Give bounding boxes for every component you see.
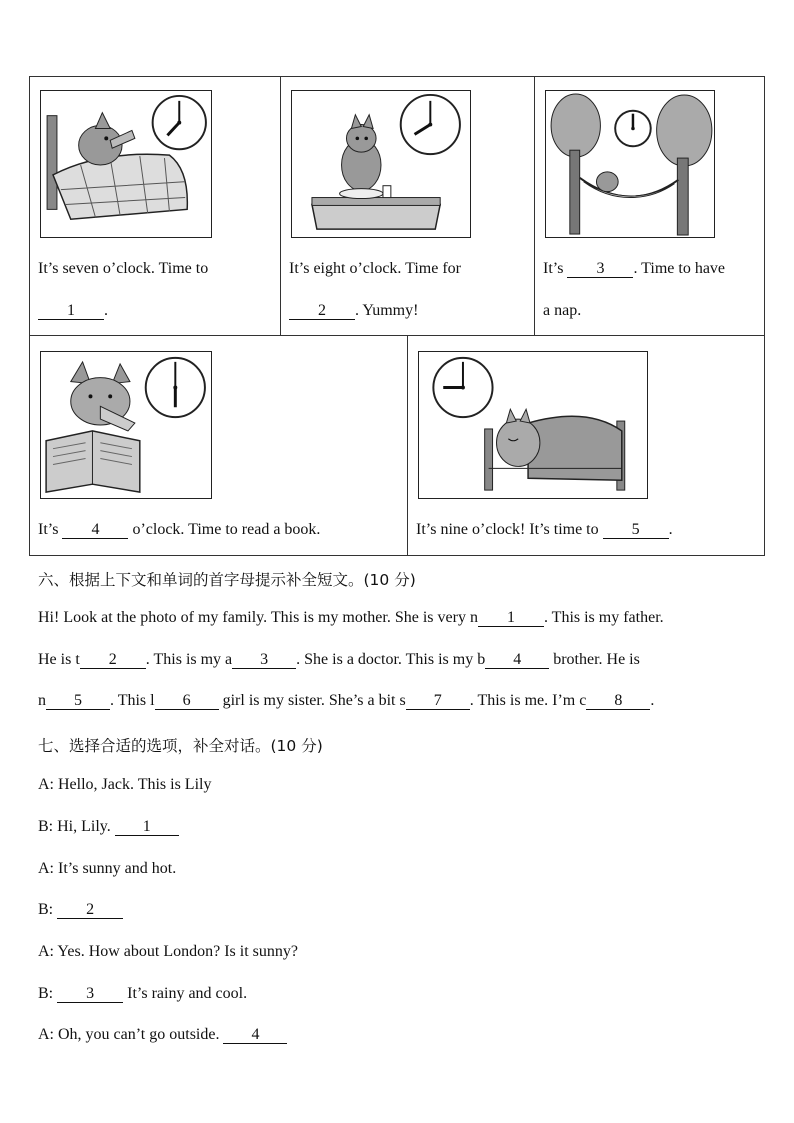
blank-s7-4: 4 bbox=[223, 1027, 287, 1044]
section-6-heading: 六、根据上下文和单词的首字母提示补全短文。(10 分) bbox=[38, 571, 416, 589]
dialogue-line-6: B: 3 It’s rainy and cool. bbox=[38, 985, 248, 1002]
fox-hammock-nap-picture bbox=[545, 90, 715, 238]
cell-4 bbox=[30, 336, 407, 555]
caption-line-1: It’s seven o’clock. Time to bbox=[38, 260, 209, 277]
picture-table-bottom-row bbox=[29, 335, 765, 556]
dialogue-line-1: A: Hello, Jack. This is Lily bbox=[38, 776, 212, 793]
picture-table-top-row bbox=[29, 76, 765, 336]
blank-3: 3 bbox=[567, 261, 633, 278]
caption-line-2: 2 . Yummy! bbox=[289, 302, 418, 320]
fox-breakfast-picture bbox=[291, 90, 471, 238]
blank-1: 1 bbox=[38, 303, 104, 320]
blank-s6-8: 8 bbox=[586, 693, 650, 710]
blank-s7-3: 3 bbox=[57, 986, 123, 1003]
fox-sleeping-picture bbox=[418, 351, 648, 499]
cell-1 bbox=[30, 77, 280, 335]
blank-s6-1: 1 bbox=[478, 610, 544, 627]
blank-s6-2: 2 bbox=[80, 652, 146, 669]
blank-s6-7: 7 bbox=[406, 693, 470, 710]
dialogue-line-4: B: 2 bbox=[38, 901, 123, 919]
blank-s7-1: 1 bbox=[115, 819, 179, 836]
dialogue-line-3: A: It’s sunny and hot. bbox=[38, 860, 177, 877]
blank-s6-6: 6 bbox=[155, 693, 219, 710]
blank-4: 4 bbox=[62, 522, 128, 539]
dialogue-line-7: A: Oh, you can’t go outside. 4 bbox=[38, 1026, 287, 1044]
section-7-heading: 七、选择合适的选项，补全对话。(10 分) bbox=[38, 737, 323, 755]
caption-line: It’s nine o’clock! It’s time to 5 . bbox=[416, 521, 673, 538]
blank-s6-5: 5 bbox=[46, 693, 110, 710]
cell-3 bbox=[534, 77, 764, 335]
fox-waking-up-picture bbox=[40, 90, 212, 238]
fox-reading-picture bbox=[40, 351, 212, 499]
caption-line-1: It’s 3 . Time to have bbox=[543, 260, 726, 277]
blank-s7-2: 2 bbox=[57, 902, 123, 919]
caption-line-1: It’s eight o’clock. Time for bbox=[289, 260, 461, 277]
blank-s6-4: 4 bbox=[485, 652, 549, 669]
cell-2 bbox=[280, 77, 534, 335]
section-6-line-3: n 5 . This l 6 girl is my sister. She’s a bit s 7 . This is me. I’m c 8 . bbox=[38, 692, 655, 709]
blank-s6-3: 3 bbox=[232, 652, 296, 669]
blank-2: 2 bbox=[289, 303, 355, 320]
section-6-line-1: Hi! Look at the photo of my family. This is my mother. She is very n 1 . This is my father. bbox=[38, 609, 664, 626]
caption-line-2: a nap. bbox=[543, 302, 582, 319]
caption-line: It’s 4 o’clock. Time to read a book. bbox=[38, 521, 321, 538]
dialogue-line-2: B: Hi, Lily. 1 bbox=[38, 818, 179, 836]
cell-5 bbox=[407, 336, 764, 555]
section-6-line-2: He is t 2 . This is my a 3 . She is a doctor. This is my b 4 brother. He is bbox=[38, 651, 640, 668]
blank-5: 5 bbox=[603, 522, 669, 539]
caption-line-2: 1 . bbox=[38, 302, 108, 320]
dialogue-line-5: A: Yes. How about London? Is it sunny? bbox=[38, 943, 298, 960]
